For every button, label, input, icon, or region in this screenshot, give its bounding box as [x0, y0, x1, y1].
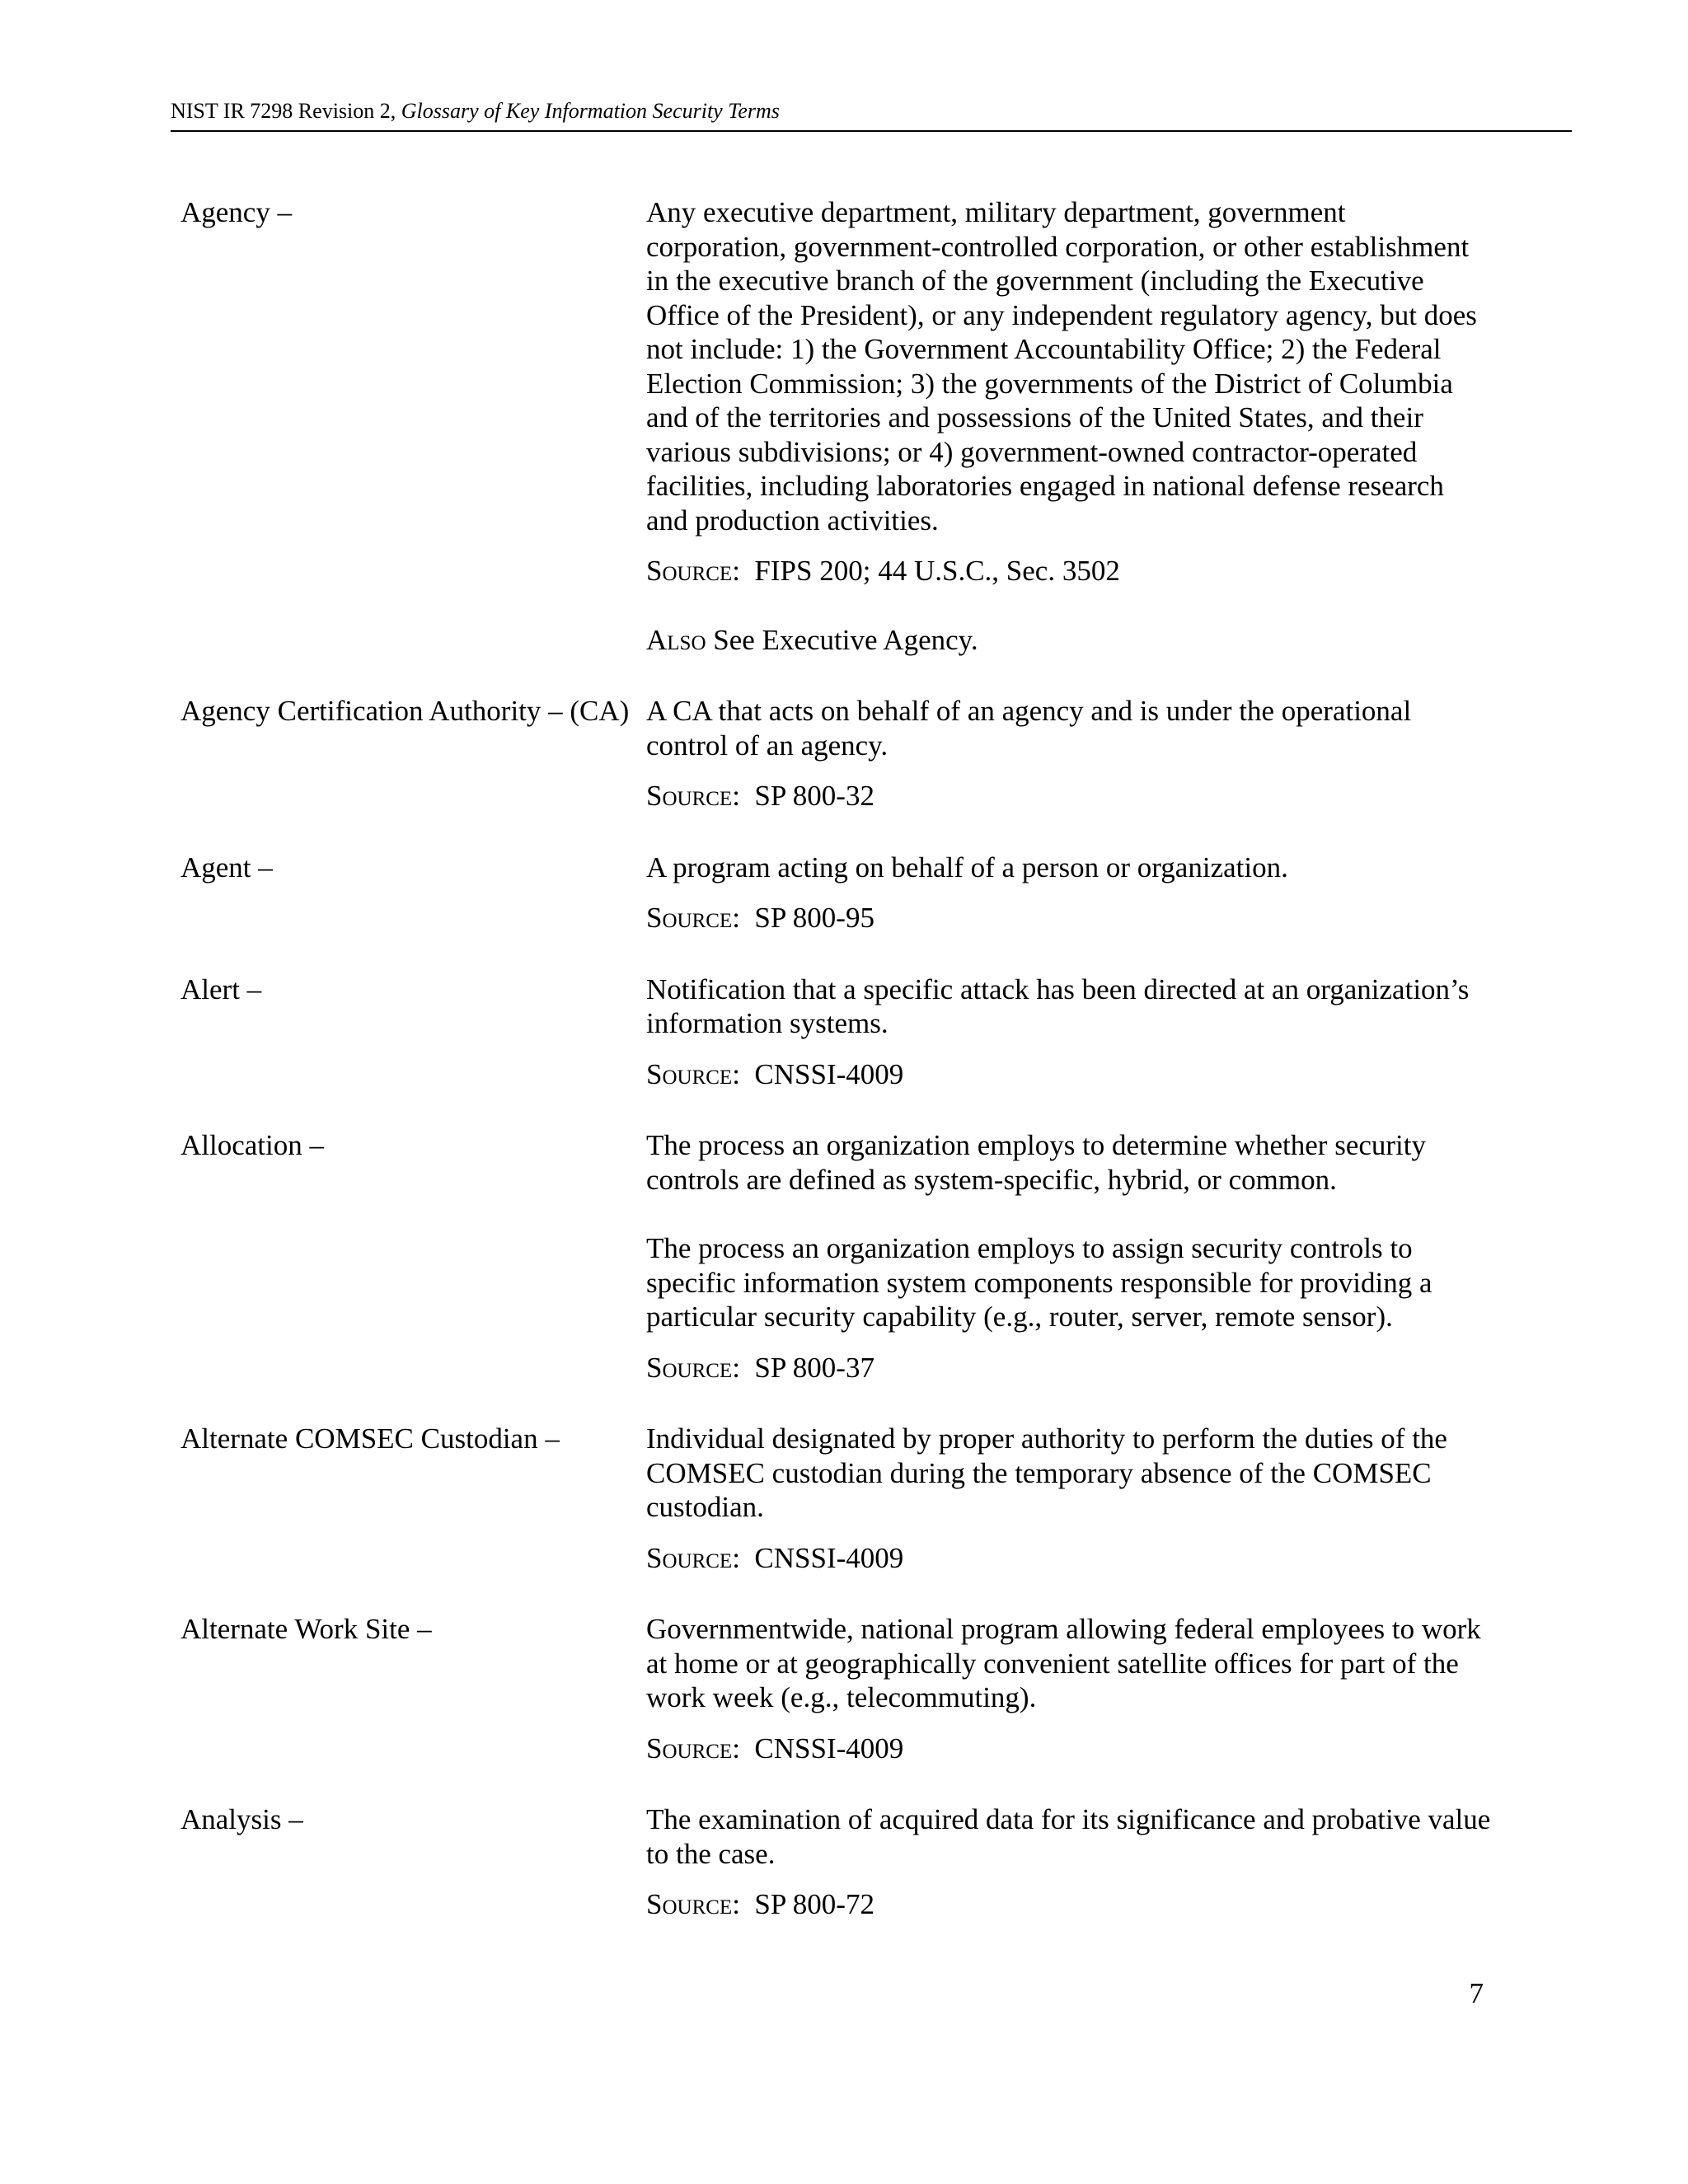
- definition-paragraph: Governmentwide, national program allowing federal employees to work at home or at geographically convenient satellite offices for part of the work week (e.g., telecommuting).: [646, 1613, 1481, 1713]
- source-value: CNSSI-4009: [754, 1057, 904, 1090]
- glossary-entry: [181, 972, 1491, 1108]
- glossary-definition: [646, 1612, 1491, 1782]
- glossary-term: Alternate Work Site –: [181, 1613, 432, 1645]
- definition-source: [646, 901, 1491, 935]
- definition-paragraph: The process an organization employs to assign security controls to specific information system components responsible for providing a particular security capability (e.g., router, server, remote sensor).: [646, 1232, 1432, 1333]
- glossary-term: Alternate COMSEC Custodian –: [181, 1422, 560, 1455]
- glossary-entry: [181, 1612, 1491, 1782]
- glossary-entry: [181, 694, 1491, 830]
- definition-paragraph: Any executive department, military department, government corporation, government-controlled corporation, or other establishment in the executive branch of the government (including the Executive Office of the President), or any independent regulatory agency, but does not include: 1) the Government Accountability Office; 2) the Federal Election Commission; 3) the governments of the District of Columbia and of the territories and possessions of the United States, and their various subdivisions; or 4) government-owned contractor-operated facilities, including laboratories engaged in national defense research and production activities.: [646, 196, 1477, 537]
- glossary-term: Allocation –: [181, 1129, 324, 1161]
- source-value: CNSSI-4009: [754, 1541, 904, 1574]
- page-number: 7: [1469, 1977, 1484, 2009]
- definition-source: [646, 1732, 1491, 1766]
- source-value: SP 800-95: [754, 902, 874, 934]
- definition-source: [646, 1541, 1491, 1576]
- glossary-entry: [181, 195, 1491, 673]
- glossary-entry: [181, 1128, 1491, 1401]
- definition-paragraph: A CA that acts on behalf of an agency and is under the operational control of an agency.: [646, 695, 1412, 762]
- glossary-entry: [181, 1802, 1491, 1938]
- glossary-definition: [646, 1802, 1491, 1938]
- source-label: Source:: [646, 780, 740, 812]
- source-value: SP 800-32: [754, 780, 874, 812]
- glossary-entry: [181, 1422, 1491, 1591]
- definition-source: [646, 554, 1491, 588]
- source-value: CNSSI-4009: [754, 1732, 904, 1765]
- glossary-definition: [646, 694, 1491, 830]
- glossary-term: Agency –: [181, 196, 293, 228]
- glossary-definition: [646, 972, 1491, 1108]
- source-label: Source:: [646, 1888, 740, 1920]
- glossary-definition: [646, 1422, 1491, 1591]
- page-header: [171, 97, 1572, 132]
- also-value: See Executive Agency.: [713, 623, 978, 656]
- glossary-definition: [646, 1128, 1491, 1401]
- definition-source: [646, 1887, 1491, 1922]
- glossary-term: Alert –: [181, 972, 262, 1005]
- definition-source: [646, 1057, 1491, 1092]
- source-value: SP 800-72: [754, 1888, 874, 1920]
- header-document-title: Glossary of Key Information Security Terms: [401, 99, 780, 123]
- definition-paragraph: Notification that a specific attack has been directed at an organization’s information systems.: [646, 972, 1470, 1039]
- source-value: FIPS 200; 44 U.S.C., Sec. 3502: [754, 555, 1120, 587]
- source-label: Source:: [646, 1732, 740, 1765]
- header-document-id: NIST IR 7298 Revision 2,: [171, 99, 401, 123]
- see-also-reference: [646, 623, 1491, 658]
- definition-source: [646, 1351, 1491, 1385]
- glossary-definition: [646, 851, 1491, 952]
- source-label: Source:: [646, 902, 740, 934]
- glossary-list: [181, 195, 1491, 1959]
- glossary-definition: [646, 195, 1491, 673]
- glossary-term: Agent –: [181, 851, 273, 883]
- definition-paragraph: The process an organization employs to determine whether security controls are defined as system-specific, hybrid, or common.: [646, 1129, 1426, 1196]
- source-label: Source:: [646, 1057, 740, 1090]
- source-label: Source:: [646, 1351, 740, 1384]
- definition-source: [646, 779, 1491, 813]
- source-value: SP 800-37: [754, 1351, 874, 1384]
- definition-paragraph: The examination of acquired data for its significance and probative value to the case.: [646, 1803, 1491, 1870]
- source-label: Source:: [646, 555, 740, 587]
- source-label: Source:: [646, 1541, 740, 1574]
- definition-paragraph: Individual designated by proper authority to perform the duties of the COMSEC custodian during the temporary absence of the COMSEC custodian.: [646, 1422, 1447, 1523]
- glossary-term: Analysis –: [181, 1803, 303, 1835]
- glossary-term: Agency Certification Authority – (CA): [181, 695, 630, 727]
- definition-paragraph: A program acting on behalf of a person or organization.: [646, 851, 1288, 883]
- also-label: Also: [646, 623, 706, 656]
- glossary-entry: [181, 851, 1491, 952]
